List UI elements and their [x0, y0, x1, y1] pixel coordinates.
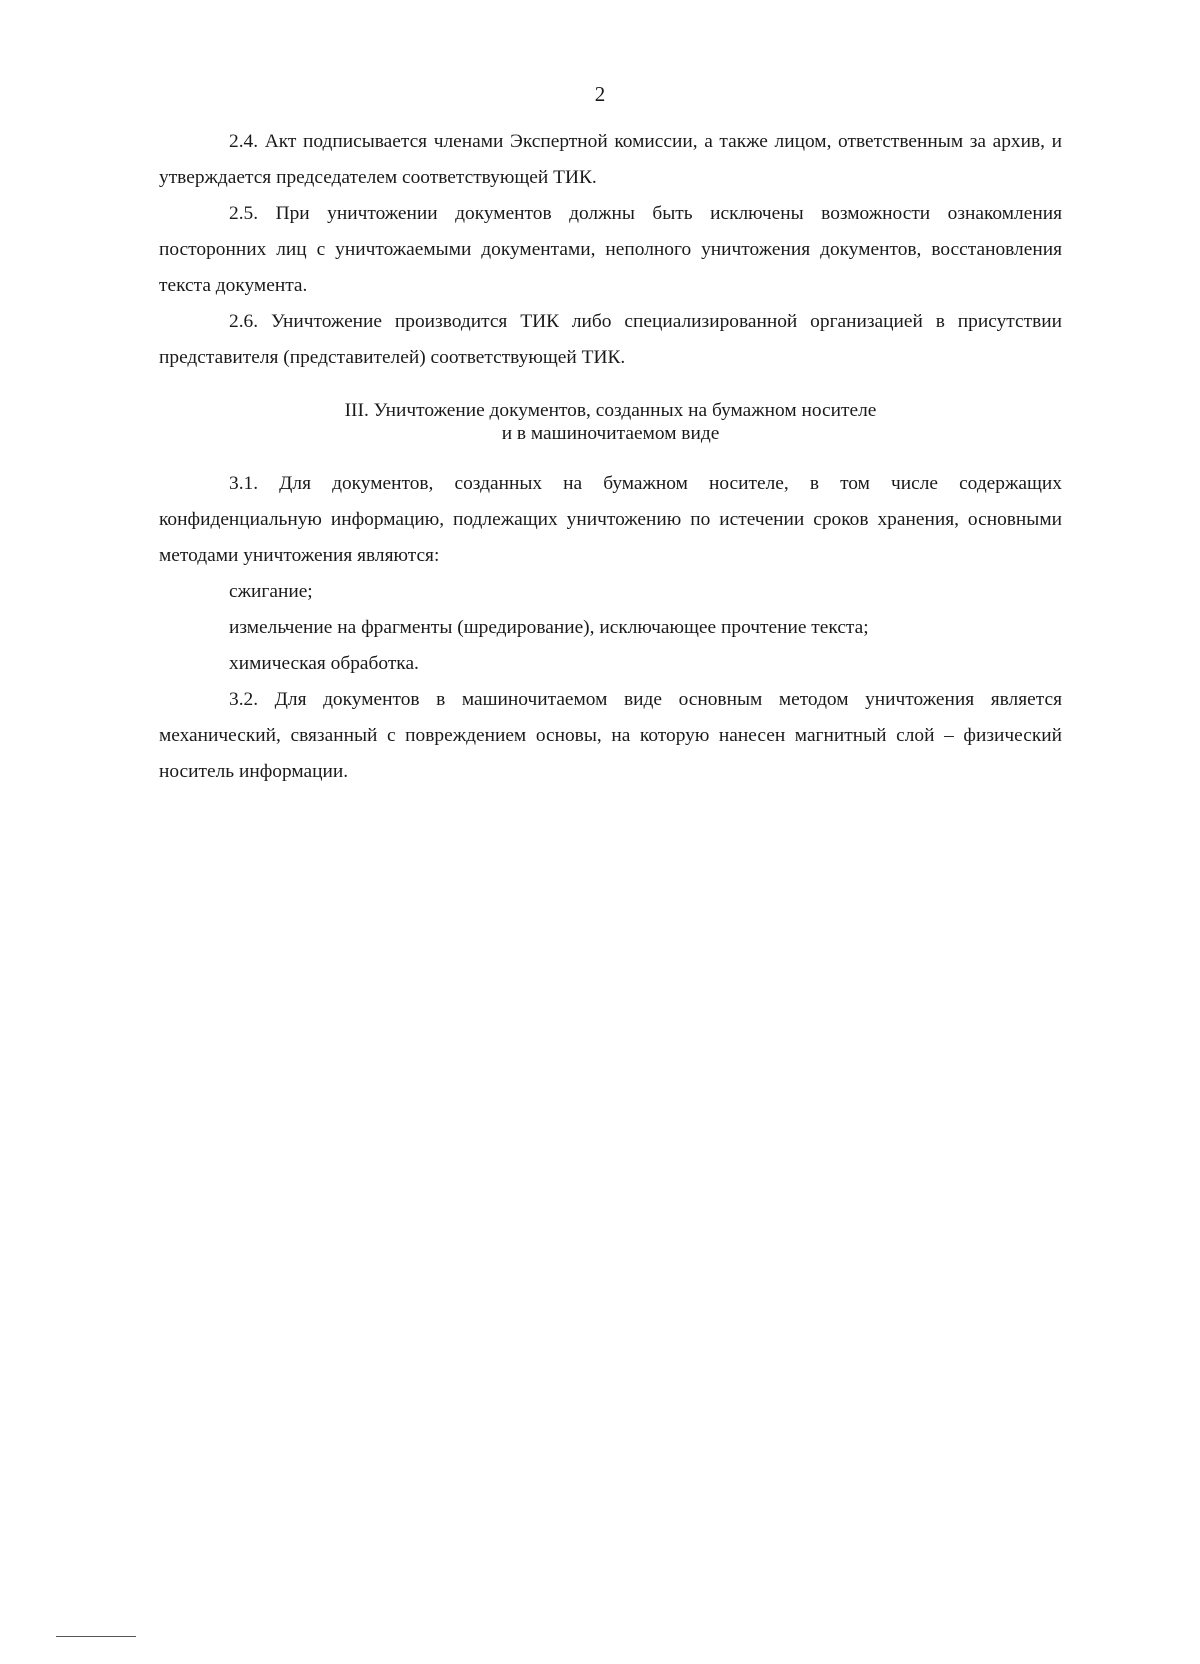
method-item: химическая обработка.: [229, 653, 419, 674]
paragraph-2-5: 2.5. При уничтожении документов должны быть исключены возможности ознакомления посторонних лиц с уничтожаемыми документами, неполного уничтожения документов, восстановления текста документа.: [159, 203, 1062, 296]
method-item: измельчение на фрагменты (шредирование), исключающее прочтение текста;: [229, 617, 869, 638]
paragraph-3-1: 3.1. Для документов, созданных на бумажном носителе, в том числе содержащих конфиденциальную информацию, подлежащих уничтожению по истечении сроков хранения, основными методами уничтожения являются:: [159, 473, 1062, 566]
document-body: [159, 124, 1062, 790]
method-item: сжигание;: [229, 581, 313, 602]
paragraph-2-6: 2.6. Уничтожение производится ТИК либо специализированной организацией в присутствии представителя (представителей) соответствующей ТИК.: [159, 311, 1062, 368]
section-heading-line-1: III. Уничтожение документов, созданных на бумажном носителе: [344, 400, 877, 421]
paragraph-2-4: 2.4. Акт подписывается членами Экспертной комиссии, а также лицом, ответственным за архив, и утверждается председателем соответствующей ТИК.: [159, 131, 1062, 188]
paragraph-3-2: 3.2. Для документов в машиночитаемом виде основным методом уничтожения является механический, связанный с повреждением основы, на которую нанесен магнитный слой – физический носитель информации.: [159, 689, 1062, 782]
section-heading: [159, 399, 1062, 445]
page-number: 2: [594, 82, 606, 106]
footer-rule: [56, 1636, 136, 1637]
section-heading-line-2: и в машиночитаемом виде: [501, 423, 720, 444]
